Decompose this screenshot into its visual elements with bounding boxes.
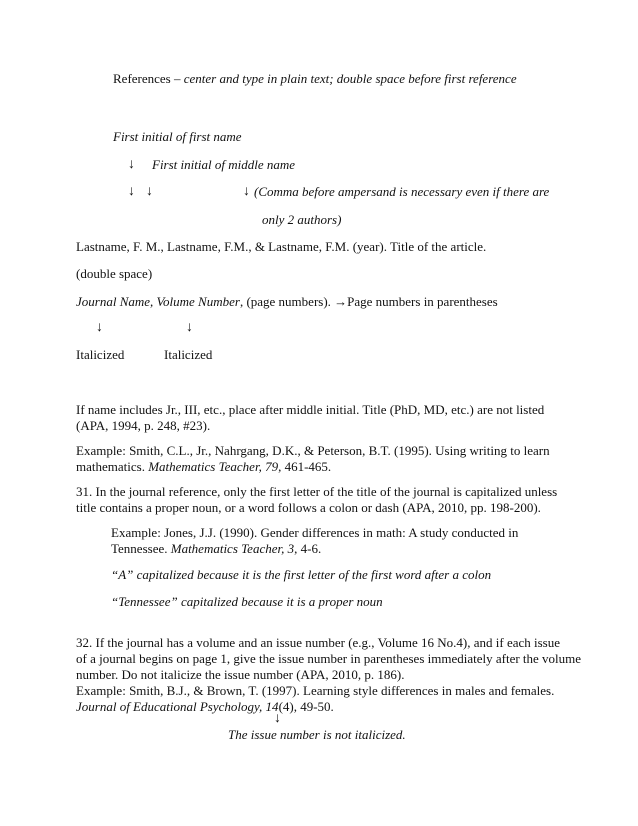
down-arrow-icon: ↓	[243, 184, 250, 199]
jr-rule-line: If name includes Jr., III, etc., place after middle initial. Title (PhD, MD, etc.) are not listed	[76, 402, 545, 417]
title-line: References – center and type in plain text; double space before first reference	[113, 71, 517, 86]
down-arrow-icon: ↓	[128, 157, 135, 172]
rule-31-note: “A” capitalized because it is the first letter of the first word after a colon	[111, 567, 492, 582]
comma-note-continued: only 2 authors)	[262, 212, 342, 227]
down-arrow-icon: ↓	[146, 184, 153, 199]
down-arrow-icon: ↓	[128, 184, 135, 199]
rule-32-line: 32. If the journal has a volume and an issue number (e.g., Volume 16 No.4), and if each issue	[76, 635, 561, 650]
jr-example-line: mathematics. Mathematics Teacher, 79, 461-465.	[76, 459, 332, 474]
jr-rule-line: (APA, 1994, p. 248, #23).	[76, 418, 211, 433]
first-initial-note: First initial of first name	[113, 129, 242, 144]
template-reference-line: Lastname, F. M., Lastname, F.M., & Lastname, F.M. (year). Title of the article.	[76, 239, 487, 254]
jr-example-line: Example: Smith, C.L., Jr., Nahrgang, D.K., & Peterson, B.T. (1995). Using writing to learn	[76, 443, 550, 458]
rule-31-note: “Tennessee” capitalized because it is a proper noun	[111, 594, 383, 609]
rule-31-line: 31. In the journal reference, only the first letter of the title of the journal is capitalized unless	[76, 484, 558, 499]
right-arrow-icon: →	[334, 294, 348, 309]
rule-32-line: of a journal begins on page 1, give the issue number in parentheses immediately after the volume	[76, 651, 582, 666]
rule-31-example-line: Example: Jones, J.J. (1990). Gender differences in math: A study conducted in	[111, 525, 519, 540]
rule-32-example-line: Journal of Educational Psychology, 14(4), 49-50.	[76, 699, 334, 714]
rule-32-example-line: Example: Smith, B.J., & Brown, T. (1997). Learning style differences in males and females.	[76, 683, 555, 698]
down-arrow-icon: ↓	[274, 711, 281, 726]
comma-note: (Comma before ampersand is necessary even if there are	[254, 184, 550, 199]
rule-32-line: number. Do not italicize the issue number (APA, 2010, p. 186).	[76, 667, 405, 682]
rule-31-example-line: Tennessee. Mathematics Teacher, 3, 4-6.	[111, 541, 322, 556]
italicized-label: Italicized	[76, 347, 125, 362]
down-arrow-icon: ↓	[96, 320, 103, 335]
template-journal-line: Journal Name, Volume Number, (page numbers). →Page numbers in parentheses	[76, 294, 498, 309]
double-space-note: (double space)	[76, 266, 153, 281]
down-arrow-icon: ↓	[186, 320, 193, 335]
rule-31-line: title contains a proper noun, or a word follows a colon or dash (APA, 2010, pp. 198-200).	[76, 500, 541, 515]
middle-initial-note: First initial of middle name	[152, 157, 295, 172]
italicized-label: Italicized	[164, 347, 213, 362]
rule-32-note: The issue number is not italicized.	[228, 727, 406, 742]
